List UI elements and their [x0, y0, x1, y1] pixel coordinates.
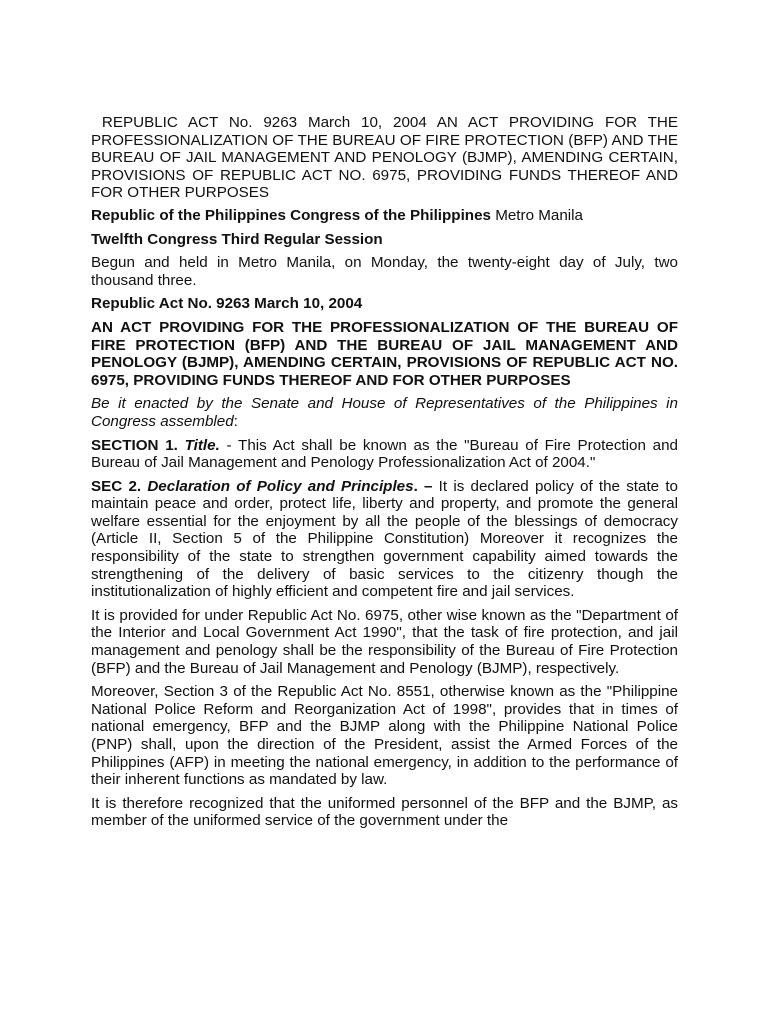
intro-paragraph: REPUBLIC ACT No. 9263 March 10, 2004 AN ACT PROVIDING FOR THE PROFESSIONALIZATION OF THE BUREAU OF FIRE PROTECTION (BFP) AND THE BUREAU OF JAIL MANAGEMENT AND PENOLOGY (BJMP), AMENDING CERTAIN, PROVISIONS OF REPUBLIC ACT NO. 6975, PROVIDING FUNDS THEREOF AND FOR OTHER PURPOSES [91, 114, 683, 202]
section-1 [91, 437, 678, 472]
section-2-heading: Declaration of Policy and Principles [147, 477, 414, 495]
section-2 [91, 478, 678, 601]
document-page [91, 114, 683, 836]
congress-location: Metro Manila [490, 206, 583, 224]
congress-line [91, 207, 678, 225]
act-title-heading: AN ACT PROVIDING FOR THE PROFESSIONALIZATION OF THE BUREAU OF FIRE PROTECTION (BFP) AND THE BUREAU OF JAIL MANAGEMENT AND PENOLOGY (BJMP), AMENDING CERTAIN, PROVISIONS OF REPUBLIC ACT NO. 6975, PROVIDING FUNDS THEREOF AND FOR OTHER PURPOSES [91, 318, 678, 389]
paragraph-ra8551: Moreover, Section 3 of the Republic Act No. 8551, otherwise known as the "Philippine National Police Reform and Reorganization Act of 1998", provides that in times of national emergency, BFP and the BJMP along with the Philippine National Police (PNP) shall, upon the direction of the President, assist the Armed Forces of the Philippines (AFP) in meeting the national emergency, in addition to the performance of their inherent functions as mandated by law. [91, 683, 678, 789]
section-2-dash: . – [413, 477, 433, 495]
begun-paragraph: Begun and held in Metro Manila, on Monday, the twenty-eight day of July, two thousand three. [91, 254, 678, 289]
session-heading: Twelfth Congress Third Regular Session [91, 230, 383, 248]
paragraph-recognized: It is therefore recognized that the uniformed personnel of the BFP and the BJMP, as member of the uniformed service of the government under the [91, 794, 678, 830]
section-1-heading: Title. [184, 436, 220, 454]
section-1-label: SECTION 1. [91, 436, 185, 454]
enacting-clause-colon: : [233, 412, 238, 430]
paragraph-ra6975: It is provided for under Republic Act No. 6975, other wise known as the "Department of the Interior and Local Government Act 1990", that the task of fire protection, and jail management and penology shall be the responsibility of the Bureau of Fire Protection (BFP) and the Bureau of Jail Management and Penology (BJMP), respectively. [91, 606, 678, 677]
congress-name: Republic of the Philippines Congress of the Philippines [91, 206, 491, 224]
section-2-label: SEC 2. [91, 477, 148, 495]
act-number-heading: Republic Act No. 9263 March 10, 2004 [91, 295, 363, 313]
section-2-text: It is declared policy of the state to maintain peace and order, protect life, liberty and property, and promote the general welfare essential for the enjoyment by all the people of the blessings of democracy (Article II, Section 5 of the Philippine Constitution) Moreover it recognizes the responsibility of the state to strengthen government capability aimed towards the strengthening of the delivery of basic services to the citizenry though the institutionalization of highly efficient and competent fire and jail services. [91, 477, 679, 601]
enacting-clause [91, 395, 678, 430]
enacting-clause-text: Be it enacted by the Senate and House of Representatives of the Philippines in Congress assembled [91, 395, 678, 430]
section-1-text: - This Act shall be known as the "Bureau of Fire Protection and Bureau of Jail Management and Penology Professionalization Act of 2004." [91, 436, 678, 472]
